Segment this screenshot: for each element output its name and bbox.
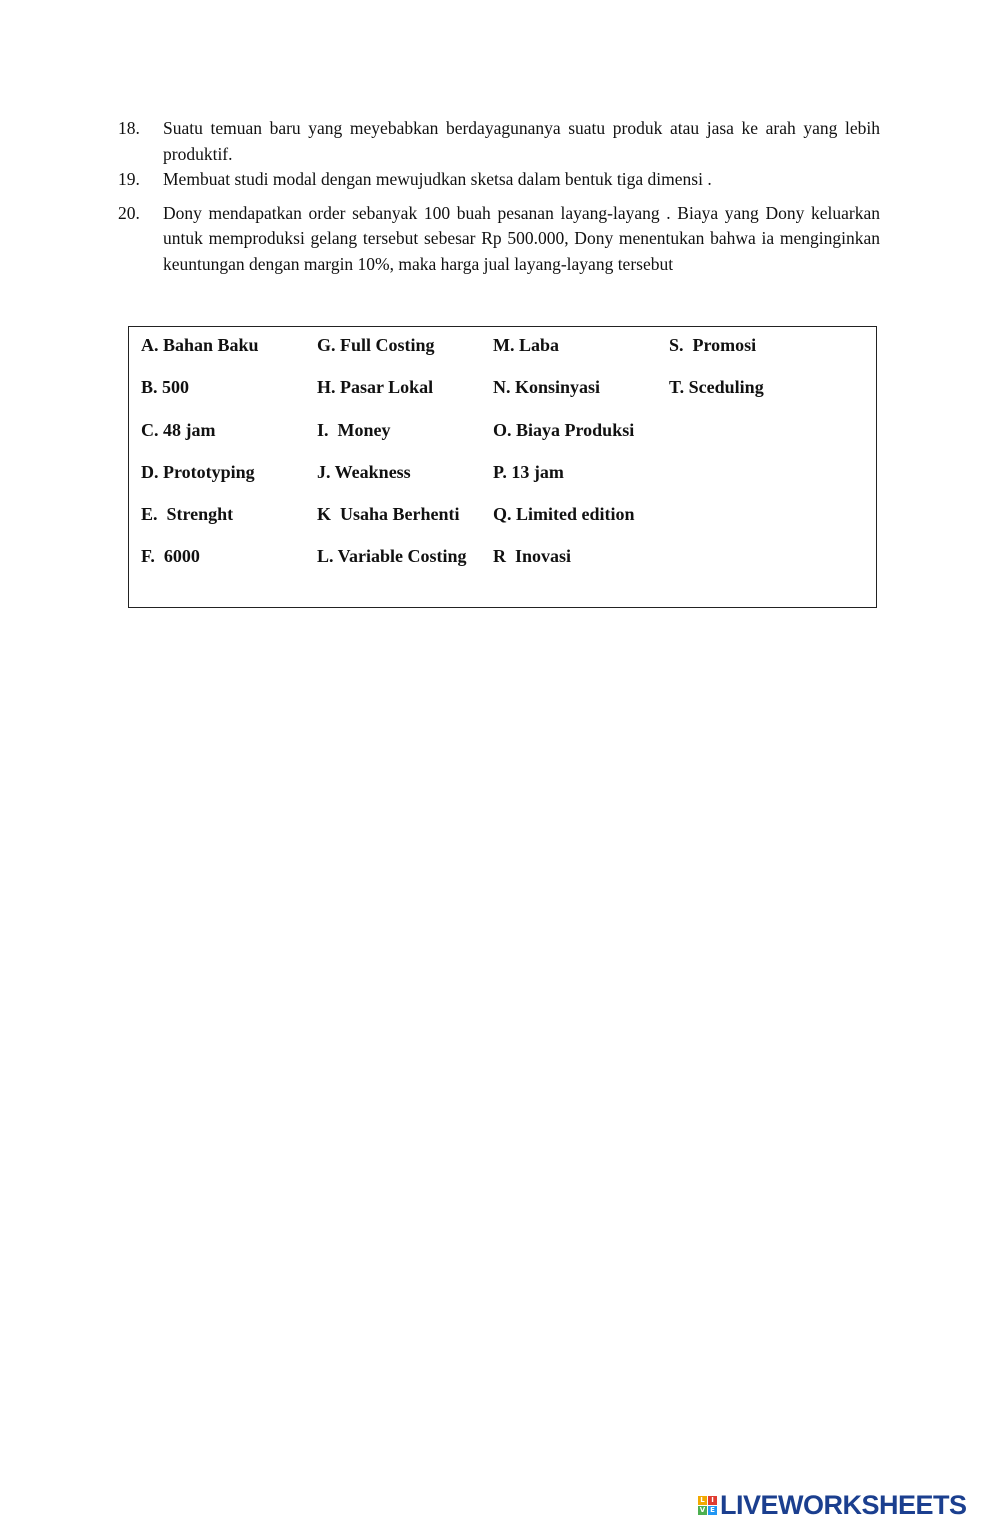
option-f: F. 6000 (141, 546, 200, 567)
option-q: Q. Limited edition (493, 504, 635, 525)
options-column-4 (669, 333, 764, 418)
option-m: M. Laba (493, 335, 560, 355)
logo-text: LIVEWORKSHEETS (720, 1489, 967, 1520)
question-19 (118, 167, 880, 193)
question-18 (118, 116, 880, 167)
option-e: E. Strenght (141, 504, 234, 525)
logo-mark-letter: L (698, 1496, 707, 1505)
option-t: T. Sceduling (669, 377, 764, 398)
logo-mark-letter: I (708, 1496, 717, 1505)
option-p: P. 13 jam (493, 461, 564, 482)
logo-mark-letter: V (699, 1505, 706, 1514)
question-number: 20. (118, 202, 140, 223)
option-h: H. Pasar Lokal (317, 377, 434, 398)
options-column-1 (141, 333, 259, 587)
question-text: Dony mendapatkan order sebanyak 100 buah pesanan layang-layang . Biaya yang Dony keluarkan untuk memproduksi gelang tersebut sebesar Rp 500.000, Dony menentukan bahwa ia menginginkan keuntungan dengan margin 10%, maka harga jual layang-layang tersebut (163, 202, 880, 274)
question-20 (118, 201, 880, 278)
options-column-2 (317, 333, 467, 587)
logo-mark-letter: E (708, 1506, 717, 1515)
option-o: O. Biaya Produksi (493, 419, 635, 440)
question-list (118, 116, 880, 277)
liveworksheets-logo (698, 1490, 967, 1520)
option-k: K Usaha Berhenti (317, 504, 460, 525)
option-j: J. Weakness (317, 461, 411, 482)
option-n: N. Konsinyasi (493, 377, 601, 398)
option-c: C. 48 jam (141, 419, 216, 440)
option-b: B. 500 (141, 377, 190, 398)
options-column-3 (493, 333, 635, 587)
logo-mark-icon (698, 1496, 717, 1515)
option-g: G. Full Costing (317, 335, 435, 355)
option-i: I. Money (317, 419, 391, 440)
option-s: S. Promosi (669, 335, 757, 355)
option-d: D. Prototyping (141, 461, 255, 482)
question-number: 19. (118, 169, 140, 189)
option-a: A. Bahan Baku (141, 335, 259, 355)
question-text: Suatu temuan baru yang meyebabkan berdayagunanya suatu produk atau jasa ke arah yang lebih produktif. (163, 118, 880, 164)
question-number: 18. (118, 118, 140, 138)
question-text: Membuat studi modal dengan mewujudkan sketsa dalam bentuk tiga dimensi . (163, 169, 712, 189)
option-r: R Inovasi (493, 546, 572, 567)
option-l: L. Variable Costing (317, 546, 467, 567)
answer-options-box (128, 326, 877, 608)
